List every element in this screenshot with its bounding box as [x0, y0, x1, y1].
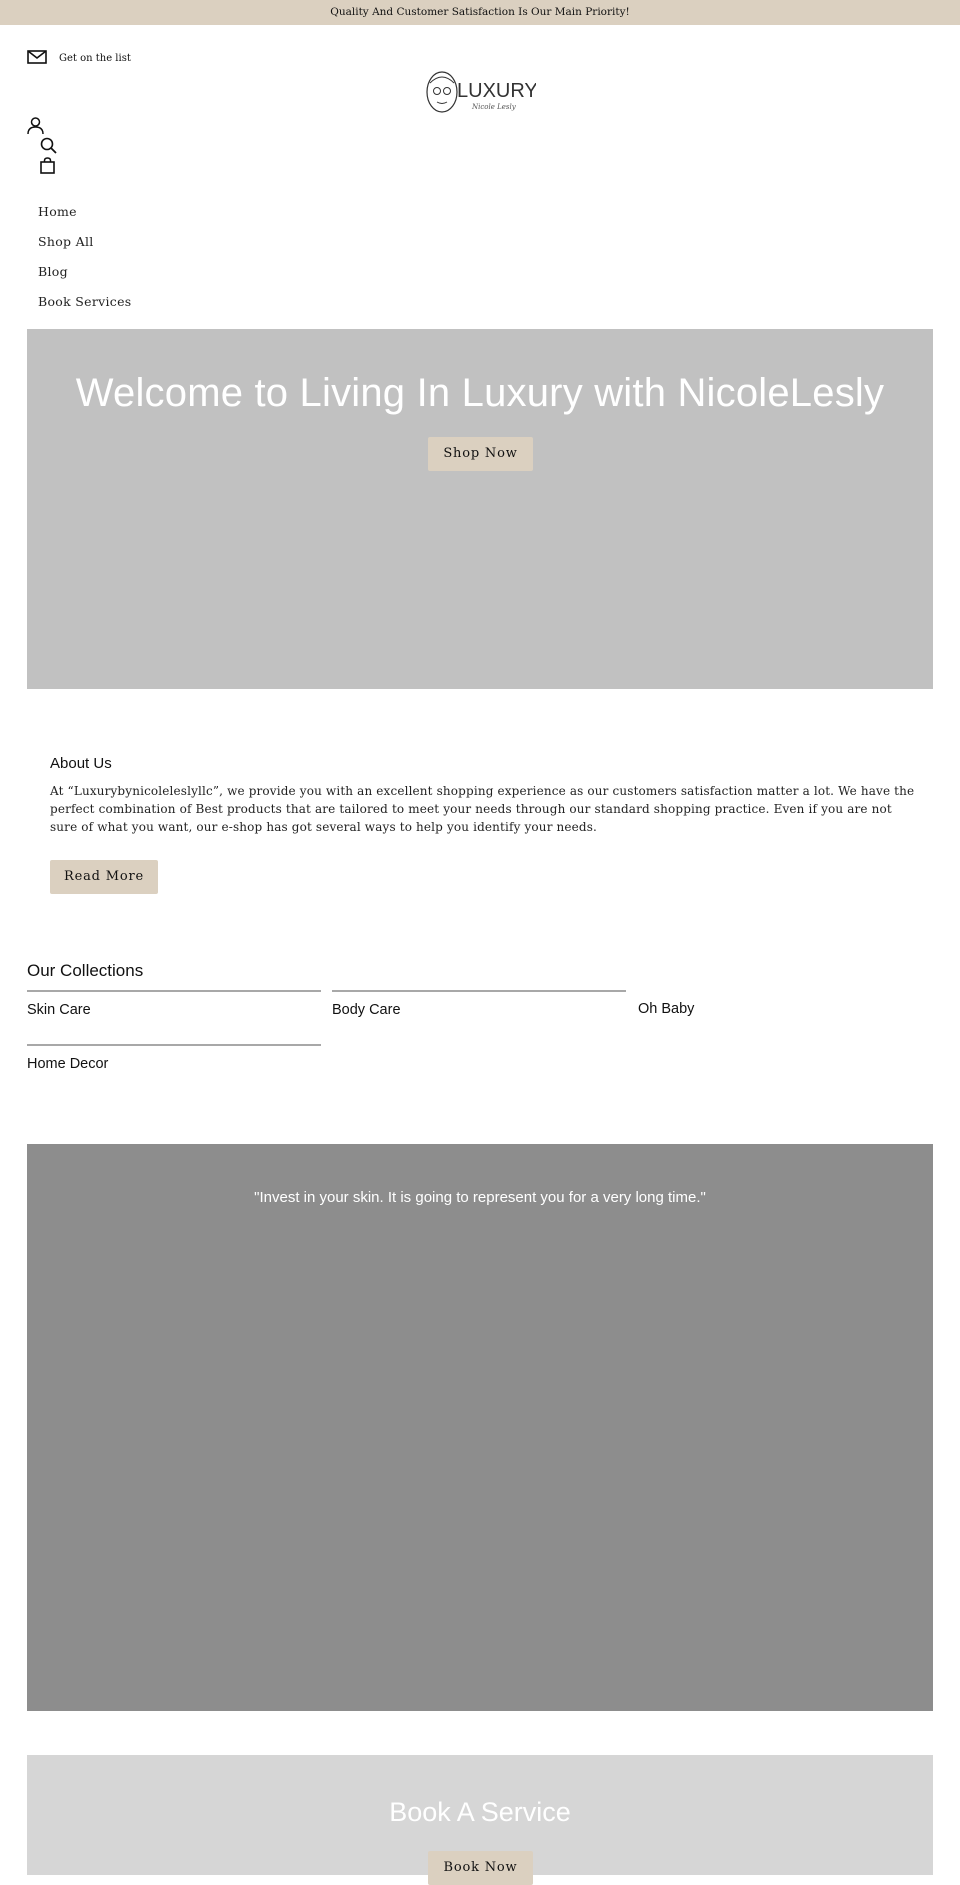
logo-script: Nicole Lesly: [472, 103, 516, 111]
nav-item-shop-all[interactable]: Shop All: [38, 234, 94, 249]
collection-oh-baby[interactable]: Oh Baby: [638, 1001, 695, 1017]
read-more-button[interactable]: Read More: [50, 860, 158, 894]
booking-title: Book A Service: [389, 1797, 571, 1827]
mail-icon: [27, 49, 47, 68]
nav-item-home[interactable]: Home: [38, 204, 77, 219]
shop-now-button[interactable]: Shop Now: [428, 437, 533, 471]
shopping-bag-icon[interactable]: [40, 157, 55, 178]
newsletter-label: Get on the list: [59, 53, 131, 64]
logo-wordmark: LUXURY: [457, 80, 536, 102]
main-nav: [38, 204, 132, 324]
collection-skin-care[interactable]: Skin Care: [27, 990, 321, 1018]
collections-title: Our Collections: [27, 961, 144, 980]
hero-banner: [27, 329, 933, 689]
about-body: At “Luxurybynicoleleslyllc”, we provide you with an excellent shopping experience as our customers satisfaction matter a lot. We have the perfect combination of Best products that are tailored to meet your needs through our standard shopping practice. Even if you are not sure of what you want, our e-shop has got several ways to help you identify your needs.: [50, 784, 915, 834]
announcement-bar: Quality And Customer Satisfaction Is Our Main Priority!: [0, 0, 960, 25]
collection-body-care[interactable]: Body Care: [332, 990, 626, 1018]
search-icon[interactable]: [40, 137, 57, 158]
nav-item-book-services[interactable]: Book Services: [38, 294, 132, 309]
nav-item-blog[interactable]: Blog: [38, 264, 68, 279]
hero-title: Welcome to Living In Luxury with NicoleLesly: [75, 371, 885, 415]
collection-home-decor[interactable]: Home Decor: [27, 1044, 321, 1072]
user-icon[interactable]: [27, 117, 44, 139]
about-section: [50, 755, 920, 884]
quote-section: [27, 1144, 933, 1711]
site-logo[interactable]: [424, 69, 536, 115]
booking-section: [27, 1755, 933, 1875]
about-title: About Us: [50, 755, 112, 772]
book-now-button[interactable]: Book Now: [428, 1851, 533, 1885]
quote-text: "Invest in your skin. It is going to represent you for a very long time.": [254, 1189, 706, 1206]
newsletter-link[interactable]: [27, 49, 131, 68]
